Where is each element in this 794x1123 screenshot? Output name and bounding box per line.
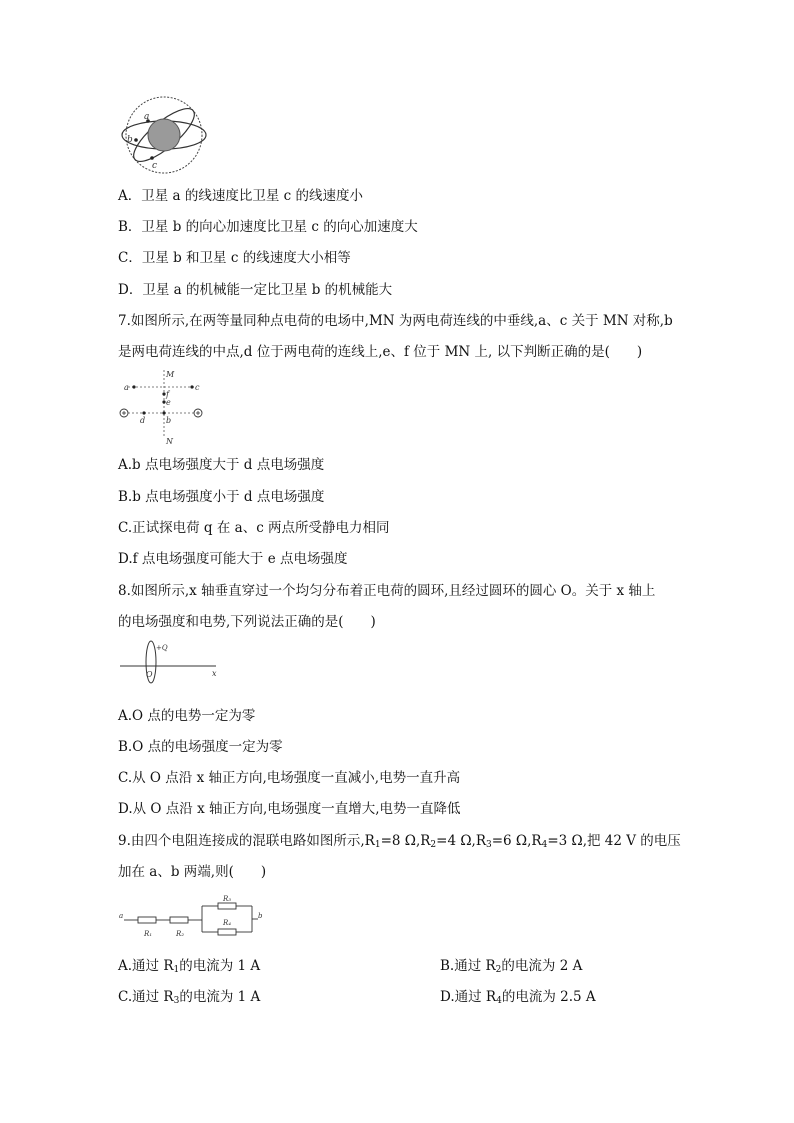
q9-stem-line2: 加在 a、b 两端,则( ) [118, 864, 267, 880]
svg-text:R₄: R₄ [223, 919, 232, 927]
svg-text:M: M [166, 370, 175, 379]
label-a: a [144, 112, 150, 122]
resistor-r1 [138, 917, 156, 923]
svg-text:x: x [212, 669, 217, 678]
q6-option-d: D．卫星 a 的机械能一定比卫星 b 的机械能大 [118, 282, 393, 298]
resistor-r2 [170, 917, 188, 923]
q8-stem-line1: 8.如图所示,x 轴垂直穿过一个均匀分布着正电荷的圆环,且经过圆环的圆心 O。关于 x 轴上 [118, 583, 656, 599]
earth-circle [148, 119, 180, 151]
svg-text:e: e [166, 398, 171, 407]
label-b: b [127, 135, 133, 145]
q9-option-b: B.通过 $R_2$的电流为 2 A [440, 958, 583, 975]
resistor-r4 [218, 929, 236, 935]
q8-option-d: D.从 O 点沿 x 轴正方向,电场强度一直增大,电势一直降低 [118, 801, 461, 817]
q7-stem-line1: 7.如图所示,在两等量同种点电荷的电场中,MN 为两电荷连线的中垂线,a、c 关于 MN 对称,b [118, 313, 673, 329]
resistor-r3 [218, 903, 236, 909]
q8-option-b: B.O 点的电场强度一定为零 [118, 739, 283, 755]
q9-stem-line1: 9.由四个电阻连接成的混联电路如图所示$,R_1=8$ $\Omega,R_2=4$ $\Omega,R_3=6$ $\Omega,R_4=3$ Ω,把 42 V 的电压 [118, 833, 681, 850]
svg-text:R₂: R₂ [176, 930, 185, 938]
svg-text:N: N [166, 437, 173, 444]
svg-text:O: O [146, 670, 153, 679]
q7-stem-line2: 是两电荷连线的中点,d 位于两电荷的连线上,e、f 位于 MN 上, 以下判断正确的是( ) [118, 344, 643, 360]
q7-option-c: C.正试探电荷 q 在 a、c 两点所受静电力相同 [118, 520, 390, 536]
q8-stem-line2: 的电场强度和电势,下列说法正确的是( ) [118, 614, 376, 630]
q8-option-a: A.O 点的电势一定为零 [118, 708, 256, 724]
svg-text:a: a [119, 912, 124, 920]
svg-text:d: d [140, 416, 146, 425]
q7-option-b: B.b 点电场强度小于 d 点电场强度 [118, 489, 325, 505]
q9-option-a: A.通过 $R_1$的电流为 1 A [118, 958, 261, 975]
q7-option-d: D.f 点电场强度可能大于 e 点电场强度 [118, 551, 348, 567]
svg-text:b: b [166, 416, 172, 425]
q6-option-a: A．卫星 a 的线速度比卫星 c 的线速度小 [118, 188, 364, 204]
q6-option-b: B．卫星 b 的向心加速度比卫星 c 的向心加速度大 [118, 219, 418, 235]
q7-option-a: A.b 点电场强度大于 d 点电场强度 [118, 457, 325, 473]
resistor-circuit-figure [118, 892, 270, 942]
q6-option-c: C．卫星 b 和卫星 c 的线速度大小相等 [118, 250, 351, 266]
q9-option-d: D.通过 $R_4$的电流为 2.5 A [440, 989, 596, 1006]
svg-text:b: b [258, 912, 263, 920]
svg-text:a: a [124, 383, 129, 392]
svg-text:R₃: R₃ [223, 895, 232, 903]
q9-option-c: C.通过 $R_3$的电流为 1 A [118, 989, 261, 1006]
charged-ring-figure [118, 638, 222, 686]
svg-text:R₁: R₁ [144, 930, 153, 938]
svg-text:f: f [166, 390, 169, 399]
svg-text:+Q: +Q [156, 644, 168, 652]
point-charge-field-figure [118, 366, 210, 444]
svg-text:c: c [195, 383, 200, 392]
label-c: c [152, 161, 158, 171]
satellite-orbit-figure [118, 96, 210, 174]
q8-option-c: C.从 O 点沿 x 轴正方向,电场强度一直减小,电势一直升高 [118, 770, 461, 786]
